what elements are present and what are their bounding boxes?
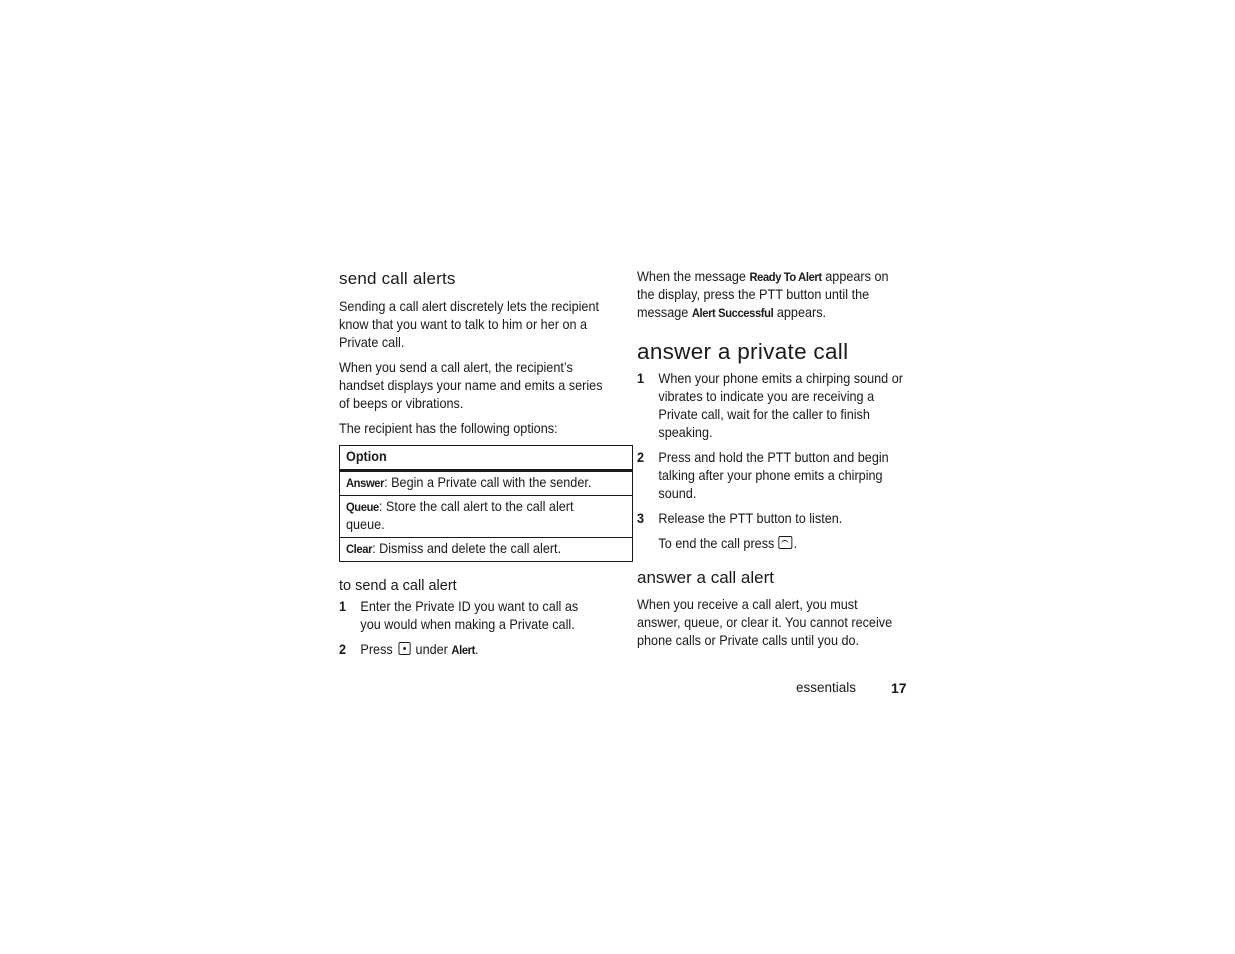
end-note-text: To end the call press	[658, 536, 775, 551]
step-text: Enter the Private ID you want to call as you would when making a Private call.	[360, 599, 579, 632]
table-row	[340, 471, 633, 496]
step-number: 3	[637, 511, 645, 526]
step-text: Release the PTT button to listen.	[658, 511, 843, 526]
step-text: Press and hold the PTT button and begin talking after your phone emits a chirping sound.	[658, 450, 889, 501]
step-under-label: under	[415, 642, 448, 657]
step-text: When your phone emits a chirping sound or vibrates to indicate you are receiving a Private call, wait for the caller to finish speaking.	[658, 371, 903, 440]
paragraph-answer-call-alert: When you receive a call alert, you must answer, queue, or clear it. You cannot receive phone calls or Private calls until you do.	[637, 597, 893, 648]
page-footer	[796, 680, 856, 695]
intro-text-2: appears on the display, press the PTT button until the message	[637, 269, 889, 320]
table-row	[340, 496, 633, 538]
intro-text-1: When the message	[637, 269, 746, 284]
options-header-label: Option	[346, 449, 387, 464]
paragraph-ready-to-alert	[637, 268, 902, 322]
step-number: 2	[339, 642, 347, 657]
options-table	[339, 445, 633, 562]
option-desc-answer: : Begin a Private call with the sender.	[384, 475, 592, 490]
section-title-send-call-alerts: send call alerts	[339, 269, 456, 288]
step-2-left	[339, 641, 630, 659]
step-3-right	[637, 510, 928, 528]
step-period: .	[474, 642, 479, 657]
option-desc-queue: : Store the call alert to the call alert queue.	[346, 499, 574, 532]
options-table-header	[340, 446, 633, 471]
end-call-note	[637, 535, 928, 553]
step-1-left	[339, 598, 630, 634]
paragraph-intro: Sending a call alert discretely lets the recipient know that you want to talk to him or her on a Private call.	[339, 299, 600, 350]
paragraph-options: The recipient has the following options:	[339, 421, 558, 436]
right-column	[637, 268, 909, 650]
step-number: 2	[637, 450, 645, 465]
step-number: 1	[637, 371, 645, 386]
softkey-alert-label: Alert	[451, 643, 475, 657]
option-term-queue: Queue	[346, 500, 379, 514]
display-msg-ready-to-alert: Ready To Alert	[749, 270, 822, 284]
option-desc-clear: : Dismiss and delete the call alert.	[372, 541, 562, 556]
paragraph-recipient: When you send a call alert, the recipient’s handset displays your name and emits a series of beeps or vibrations.	[339, 360, 603, 411]
option-term-clear: Clear	[346, 542, 373, 556]
page-number-label: 17	[891, 680, 907, 696]
step-2-right	[637, 449, 928, 503]
table-row	[340, 538, 633, 562]
step-1-right	[637, 370, 928, 442]
end-key-icon	[779, 536, 793, 549]
end-note-period: .	[793, 536, 798, 551]
subsection-title-answer-call-alert: answer a call alert	[637, 568, 775, 587]
intro-text-3: appears.	[776, 305, 827, 320]
heading-answer-private-call: answer a private call	[637, 339, 849, 364]
option-term-answer: Answer	[346, 476, 385, 490]
subsection-title-to-send: to send a call alert	[339, 578, 457, 594]
step-number: 1	[339, 599, 347, 614]
page-number	[891, 680, 907, 696]
display-msg-alert-successful: Alert Successful	[691, 306, 774, 320]
center-select-key-icon	[398, 642, 410, 655]
left-column	[339, 268, 611, 659]
footer-section-label: essentials	[796, 680, 857, 695]
step-press-label: Press	[360, 642, 393, 657]
